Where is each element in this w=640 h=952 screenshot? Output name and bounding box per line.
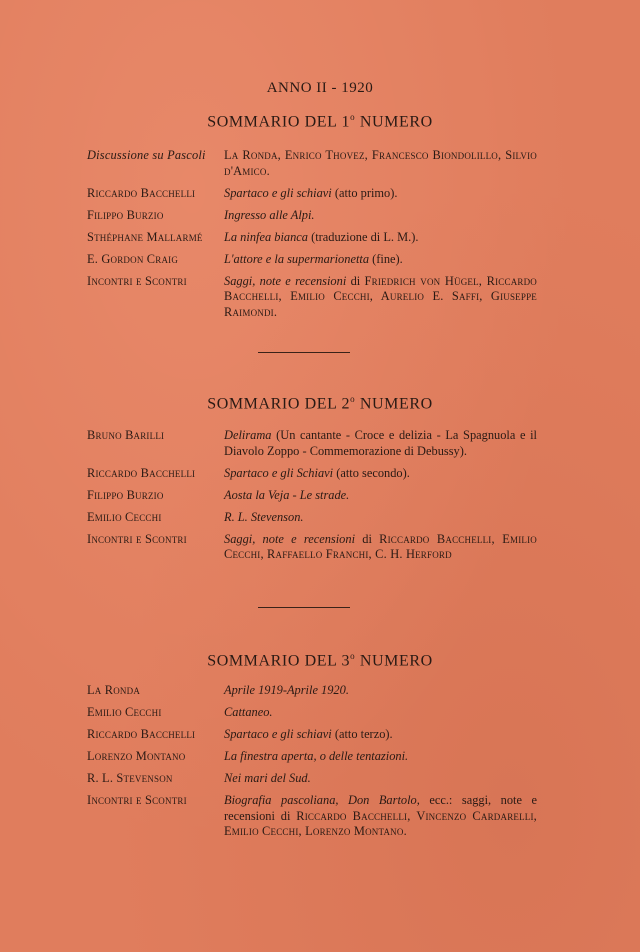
entry-names: Riccardo Bacchelli, Vincenzo Cardarelli, Emilio Cecchi, Lorenzo Montano.	[224, 808, 537, 838]
entry-note: (atto secondo).	[333, 465, 410, 480]
entry-note: (traduzione di L. M.).	[307, 229, 419, 244]
divider	[258, 352, 350, 353]
entry-note: (fine).	[369, 251, 403, 266]
entry-work	[224, 727, 537, 743]
divider	[258, 607, 350, 608]
list-item	[87, 532, 537, 563]
entry-work	[224, 252, 537, 268]
entry-work	[224, 683, 537, 699]
entry-title: Cattaneo.	[224, 705, 273, 719]
entry-names: Friedrich von Hügel, Riccardo Bacchelli, Emilio Cecchi, Aurelio E. Saffi, Giuseppe Raimondi.	[224, 273, 537, 319]
section-1-title-sup: o	[350, 112, 356, 122]
entry-work	[224, 208, 537, 224]
entry-author: Sthéphane Mallarmé	[87, 229, 203, 244]
entry-author: Discussione su Pascoli	[87, 148, 206, 162]
entry-author: Incontri e Scontri	[87, 793, 187, 807]
entry-note: di	[346, 273, 365, 288]
entry-work	[224, 532, 537, 563]
list-item	[87, 466, 537, 482]
section-3-title-suffix: NUMERO	[355, 652, 433, 670]
entry-work	[224, 510, 537, 526]
list-item	[87, 230, 537, 246]
entry-work	[224, 186, 537, 202]
entry-title: R. L. Stevenson.	[224, 509, 304, 524]
entry-title: Delirama	[224, 428, 272, 442]
entry-title: Spartaco e gli Schiavi	[224, 465, 334, 480]
entry-work	[224, 749, 537, 765]
entry-author: Incontri e Scontri	[87, 273, 187, 288]
entry-title: Nei mari del Sud.	[224, 771, 311, 785]
list-item	[87, 488, 537, 504]
entry-author: Emilio Cecchi	[87, 705, 162, 719]
entry-title: Aprile 1919-Aprile 1920.	[224, 683, 349, 697]
section-2-title	[0, 394, 640, 413]
section-2-title-sup: o	[350, 394, 356, 404]
entry-author: Lorenzo Montano	[87, 749, 186, 763]
section-3-title	[0, 651, 640, 670]
entry-title: L'attore e la supermarionetta	[224, 251, 370, 266]
list-item	[87, 208, 537, 224]
section-3-title-prefix: SOMMARIO DEL 3	[207, 652, 351, 670]
entry-author: Riccardo Bacchelli	[87, 465, 196, 480]
entry-author: Emilio Cecchi	[87, 509, 162, 524]
list-item	[87, 771, 537, 787]
list-item	[87, 148, 537, 179]
list-item	[87, 186, 537, 202]
entry-names: La Ronda, Enrico Thovez, Francesco Biondolillo, Silvio d'Amico.	[224, 148, 537, 178]
entry-note: di	[355, 531, 380, 546]
entry-work	[224, 428, 537, 459]
entry-title: Spartaco e gli schiavi	[224, 185, 332, 200]
entry-author: Bruno Barilli	[87, 428, 165, 442]
entry-work	[224, 230, 537, 246]
section-2-title-prefix: SOMMARIO DEL 2	[207, 395, 351, 413]
entry-title: Ingresso alle Alpi.	[224, 207, 315, 222]
entry-work	[224, 466, 537, 482]
entry-title: La finestra aperta, o delle tentazioni.	[224, 749, 409, 763]
list-item	[87, 793, 537, 840]
list-item	[87, 510, 537, 526]
entry-author: Riccardo Bacchelli	[87, 185, 196, 200]
list-item	[87, 749, 537, 765]
section-1-title	[0, 112, 640, 131]
entry-note: (atto terzo).	[331, 727, 393, 741]
list-item	[87, 274, 537, 321]
year-heading: ANNO II - 1920	[266, 80, 374, 96]
list-item	[87, 705, 537, 721]
entry-work	[224, 793, 537, 840]
entry-note: (atto primo).	[331, 185, 398, 200]
entry-work	[224, 274, 537, 321]
entry-names: Riccardo Bacchelli, Emilio Cecchi, Raffaello Franchi, C. H. Herford	[224, 531, 537, 561]
entry-author: R. L. Stevenson	[87, 771, 173, 785]
entry-author: Filippo Burzio	[87, 207, 164, 222]
entry-note: ecc.: saggi, note e recensioni di	[224, 793, 537, 823]
entry-title: La ninfea bianca	[224, 229, 308, 244]
entry-author: Filippo Burzio	[87, 487, 164, 502]
list-item	[87, 727, 537, 743]
section-2-entries	[87, 428, 537, 569]
list-item	[87, 252, 537, 268]
entry-work	[224, 771, 537, 787]
list-item	[87, 428, 537, 459]
entry-title: Biografia pascoliana, Don Bartolo,	[224, 793, 420, 807]
section-3-entries	[87, 683, 537, 846]
section-1-entries	[87, 148, 537, 327]
entry-note: (Un cantante - Croce e delizia - La Spagnuola e il Diavolo Zoppo - Commemorazione di Debussy).	[224, 428, 537, 458]
entry-title: Spartaco e gli schiavi	[224, 727, 332, 741]
entry-author: E. Gordon Craig	[87, 251, 179, 266]
entry-title: Saggi, note e recensioni	[224, 273, 347, 288]
section-1-title-suffix: NUMERO	[355, 113, 433, 131]
list-item	[87, 683, 537, 699]
entry-work	[224, 705, 537, 721]
entry-author: Incontri e Scontri	[87, 531, 187, 546]
section-1-title-prefix: SOMMARIO DEL 1	[207, 113, 351, 131]
entry-title: Saggi, note e recensioni	[224, 531, 356, 546]
entry-author: La Ronda	[87, 683, 141, 697]
section-3-title-sup: o	[350, 651, 356, 661]
entry-work	[224, 488, 537, 504]
entry-title: Aosta la Veja - Le strade.	[224, 487, 350, 502]
entry-work	[224, 148, 537, 179]
entry-author: Riccardo Bacchelli	[87, 727, 196, 741]
section-2-title-suffix: NUMERO	[355, 395, 433, 413]
